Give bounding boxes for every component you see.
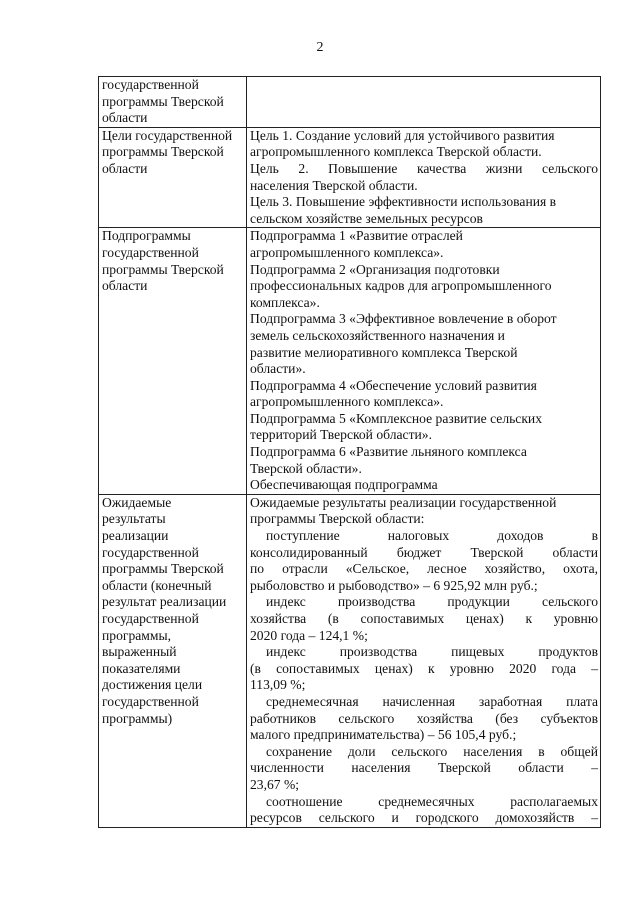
row-label-line: программы Тверской [102,144,224,160]
text-line: программы Тверской области: [250,511,425,527]
subprogram-paragraph [250,444,598,477]
row-label-line: программы, [102,627,172,643]
subprogram-paragraph [250,262,598,312]
text-line: Подпрограмма 3 «Эффективное вовлечение в оборот [250,311,557,327]
row-label-line: области (конечный [102,577,212,593]
row-label-line: государственной [102,77,199,92]
table-row [99,77,601,128]
text-line: Подпрограмма 2 «Организация подготовки [250,261,500,277]
row-label-line: области [102,160,148,176]
text-line: Тверской области». [250,460,362,476]
text-line: Цель 1. Создание условий для устойчивого развития [250,127,555,143]
row-label-line: Цели государственной [102,127,233,143]
text-line: агропромышленного комплекса». [250,244,444,260]
text-line: комплекса». [250,294,320,310]
row-label-line: программы Тверской [102,261,224,277]
text-line: консолидированный бюджет Тверской области [250,544,598,560]
program-passport-table [98,76,601,828]
text-line: Ожидаемые результаты реализации государственной [250,494,557,510]
row-label-cell [99,228,247,495]
row-label-cell [99,494,247,827]
row-label-line: реализации [102,528,169,544]
row-label-line: результат реализации [102,594,227,610]
text-line: Подпрограмма 1 «Развитие отраслей [250,228,463,244]
result-item-paragraph [250,694,598,744]
result-item-paragraph [250,594,598,644]
text-line: сохранение доли сельского населения в общей [266,743,598,759]
results-intro-paragraph [250,495,598,528]
row-label-line: результаты [102,511,166,527]
row-label-line: государственной [102,544,199,560]
row-content-cell [247,77,601,128]
text-line: среднемесячная начисленная заработная плата [266,693,598,709]
text-line: индекс производства продукции сельского [266,594,598,610]
row-label-line: программы) [102,710,173,726]
text-line: Подпрограмма 5 «Комплексное развитие сельских [250,410,543,426]
text-line: индекс производства пищевых продуктов [266,644,598,660]
goal-paragraph [250,161,598,194]
text-line: профессиональных кадров для агропромышленного [250,278,552,294]
page-number: 2 [316,40,324,55]
goal-paragraph [250,194,598,227]
subprogram-paragraph [250,378,598,411]
text-line: сельском хозяйстве земельных ресурсов [250,210,483,226]
row-label-line: области [102,278,148,294]
row-content-cell [247,494,601,827]
subprogram-paragraph [250,411,598,444]
row-label-line: Ожидаемые [102,494,172,510]
row-label-cell [99,77,247,128]
row-content-cell [247,127,601,228]
result-item-paragraph [250,644,598,694]
text-line: ресурсов сельского и городского домохозяйств – [250,810,598,826]
text-line: агропромышленного комплекса Тверской области. [250,144,542,160]
result-item-paragraph [250,794,598,827]
text-line: работников сельского хозяйства (без субъектов [250,710,598,726]
subprogram-paragraph [250,311,598,377]
text-line: Цель 3. Повышение эффективности использования в [250,194,557,210]
row-label-cell [99,127,247,228]
text-line: рыболовство и рыбоводство» – 6 925,92 млн руб.; [250,577,538,593]
text-line: соотношение среднемесячных располагаемых [266,793,598,809]
text-line: хозяйства (в сопоставимых ценах) к уровню [250,611,598,626]
row-label-line: программы Тверской [102,93,224,109]
text-line: поступление налоговых доходов в [266,528,598,544]
row-label-line: программы Тверской [102,561,224,577]
text-line: Подпрограмма 4 «Обеспечение условий развития [250,377,537,393]
row-label-line: государственной [102,244,199,260]
text-line: по отрасли «Сельское, лесное хозяйство, охота, [250,561,598,577]
table-row [99,228,601,495]
text-line: 2020 года – 124,1 %; [250,627,368,643]
text-line: населения Тверской области. [250,177,418,193]
text-line: Обеспечивающая подпрограмма [250,477,438,493]
text-line: Цель 2. Повышение качества жизни сельского [250,160,598,176]
row-label-line: области [102,110,148,126]
result-item-paragraph [250,528,598,594]
text-line: области». [250,361,306,377]
row-label-line: государственной [102,693,199,709]
text-line: 23,67 %; [250,776,300,792]
text-line: земель сельскохозяйственного назначения и [250,327,505,343]
text-line: (в сопоставимых ценах) к уровню 2020 года – [250,660,598,676]
text-line: территорий Тверской области». [250,427,432,443]
table-row [99,494,601,827]
result-item-paragraph [250,744,598,794]
text-line: Подпрограмма 6 «Развитие льняного комплекса [250,444,527,460]
subprogram-paragraph [250,477,598,494]
text-line: численности населения Тверской области – [250,760,598,776]
text-line: 113,09 %; [250,677,306,693]
table-row [99,127,601,228]
text-line: агропромышленного комплекса». [250,394,444,410]
row-content-cell [247,228,601,495]
goal-paragraph [250,128,598,161]
text-line: малого предпринимательства) – 56 105,4 руб.; [250,727,517,743]
row-label-line: выраженный [102,644,177,660]
text-line: развитие мелиоративного комплекса Тверской [250,344,518,360]
row-label-line: показателями [102,660,181,676]
row-label-line: достижения цели [102,677,203,693]
row-label-line: Подпрограммы [102,228,191,244]
subprogram-paragraph [250,228,598,261]
row-label-line: государственной [102,611,199,626]
